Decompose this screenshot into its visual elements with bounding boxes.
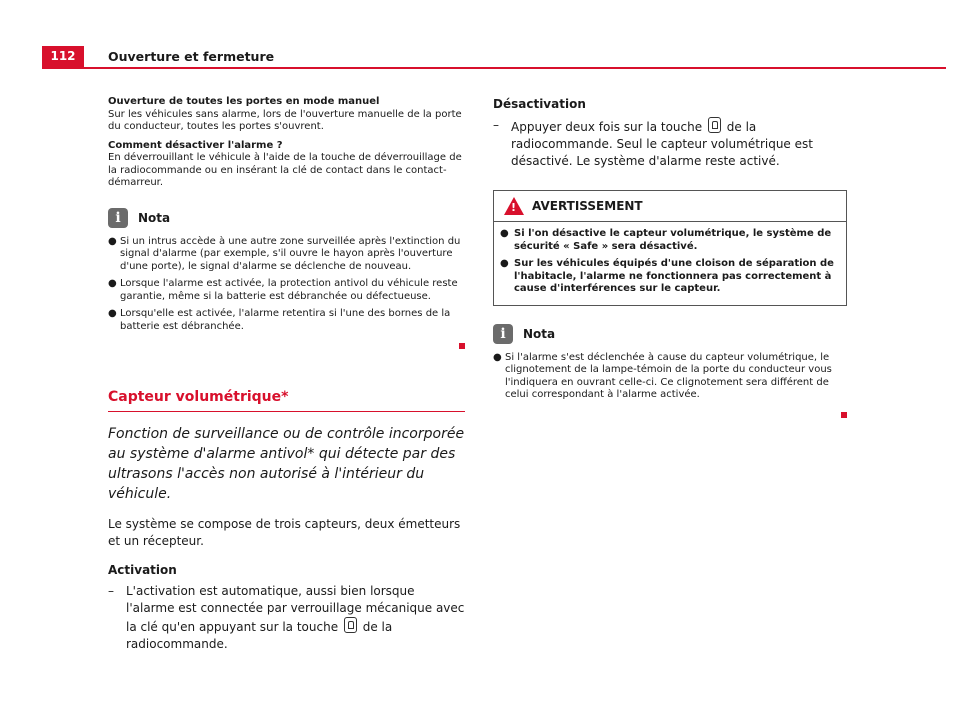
- nota-label: Nota: [138, 210, 171, 225]
- heading-manual-opening: Ouverture de toutes les portes en mode manuel: [108, 96, 380, 107]
- page-number: 112: [42, 46, 84, 67]
- bullet-icon: ●: [108, 235, 117, 247]
- warning-box: [493, 190, 847, 306]
- nota-item: ● Si un intrus accède à une autre zone surveillée après l'extinction du signal d'alarme (par exemple, s'il ouvre le hayon après l'ouverture d'une porte), le signal d'alarme se déclenche de nouveau.: [108, 235, 461, 272]
- section-end-marker: [459, 343, 465, 349]
- nota-header-left: [108, 208, 465, 228]
- bullet-icon: ●: [108, 308, 117, 319]
- page-header: [42, 46, 946, 69]
- activation-heading: Activation: [108, 563, 177, 577]
- lock-key-icon: [344, 617, 357, 633]
- bullet-icon: ●: [108, 278, 117, 289]
- bullet-icon: ●: [500, 228, 509, 239]
- activation-step: – L'activation est automatique, aussi bien lorsque l'alarme est connectée par verrouillage mécanique avec la clé qu'en appuyant sur la touche de la radiocommande.: [108, 584, 465, 651]
- bullet-icon: ●: [493, 351, 502, 363]
- warning-body: [494, 222, 846, 305]
- deactivation-heading: Désactivation: [493, 97, 586, 111]
- nota-item: ● Si l'alarme s'est déclenchée à cause du capteur volumétrique, le clignotement de la lampe-témoin de la porte du conducteur vous l'indiquera en ouvrant celle-ci. Ce clignotement sera différent de celui correspondant à l'alarme activée.: [493, 351, 832, 400]
- section-title: Capteur volumétrique*: [108, 389, 465, 412]
- heading-disable-alarm: Comment désactiver l'alarme ?: [108, 139, 283, 151]
- nota-info-icon: i: [108, 208, 128, 228]
- nota-label: Nota: [523, 326, 556, 341]
- warning-header: [494, 191, 846, 222]
- nota-header-right: [493, 324, 847, 344]
- chapter-title: Ouverture et fermeture: [108, 49, 275, 64]
- bullet-icon: ●: [500, 258, 509, 269]
- warning-icon: !: [504, 197, 524, 215]
- paragraph-manual-opening: Sur les véhicules sans alarme, lors de l'ouverture manuelle de la porte du conducteur, toutes les portes s'ouvrent.: [108, 108, 462, 132]
- nota-item: ● Lorsqu'elle est activée, l'alarme retentira si l'une des bornes de la batterie est débranchée.: [108, 308, 451, 332]
- warning-item: ● Sur les véhicules équipés d'une cloison de séparation de l'habitacle, l'alarme ne fonctionnera pas correctement à cause d'interférences sur le capteur.: [500, 258, 834, 294]
- warning-label: AVERTISSEMENT: [532, 199, 643, 213]
- nota-info-icon: i: [493, 324, 513, 344]
- nota-item: ● Lorsque l'alarme est activée, la protection antivol du véhicule reste garantie, même si la batterie est débranchée ou défectueuse.: [108, 278, 458, 302]
- deactivation-step: – Appuyer deux fois sur la touche de la radiocommande. Seul le capteur volumétrique est désactivé. Le système d'alarme reste activé.: [493, 118, 813, 168]
- lock-key-icon: [708, 117, 721, 133]
- warning-item: ● Si l'on désactive le capteur volumétrique, le système de sécurité « Safe » sera désactivé.: [500, 228, 832, 252]
- section-body: Le système se compose de trois capteurs, deux émetteurs et un récepteur.: [108, 517, 461, 548]
- left-column: [108, 96, 465, 653]
- right-column: [493, 96, 847, 422]
- section-intro: Fonction de surveillance ou de contrôle incorporée au système d'alarme antivol* qui détecte par des ultrasons l'accès non autorisé à l'intérieur du véhicule.: [108, 426, 465, 502]
- section-end-marker: [841, 412, 847, 418]
- paragraph-disable-alarm: En déverrouillant le véhicule à l'aide de la touche de déverrouillage de la radiocommande ou en insérant la clé de contact dans le contact-démarreur.: [108, 152, 462, 188]
